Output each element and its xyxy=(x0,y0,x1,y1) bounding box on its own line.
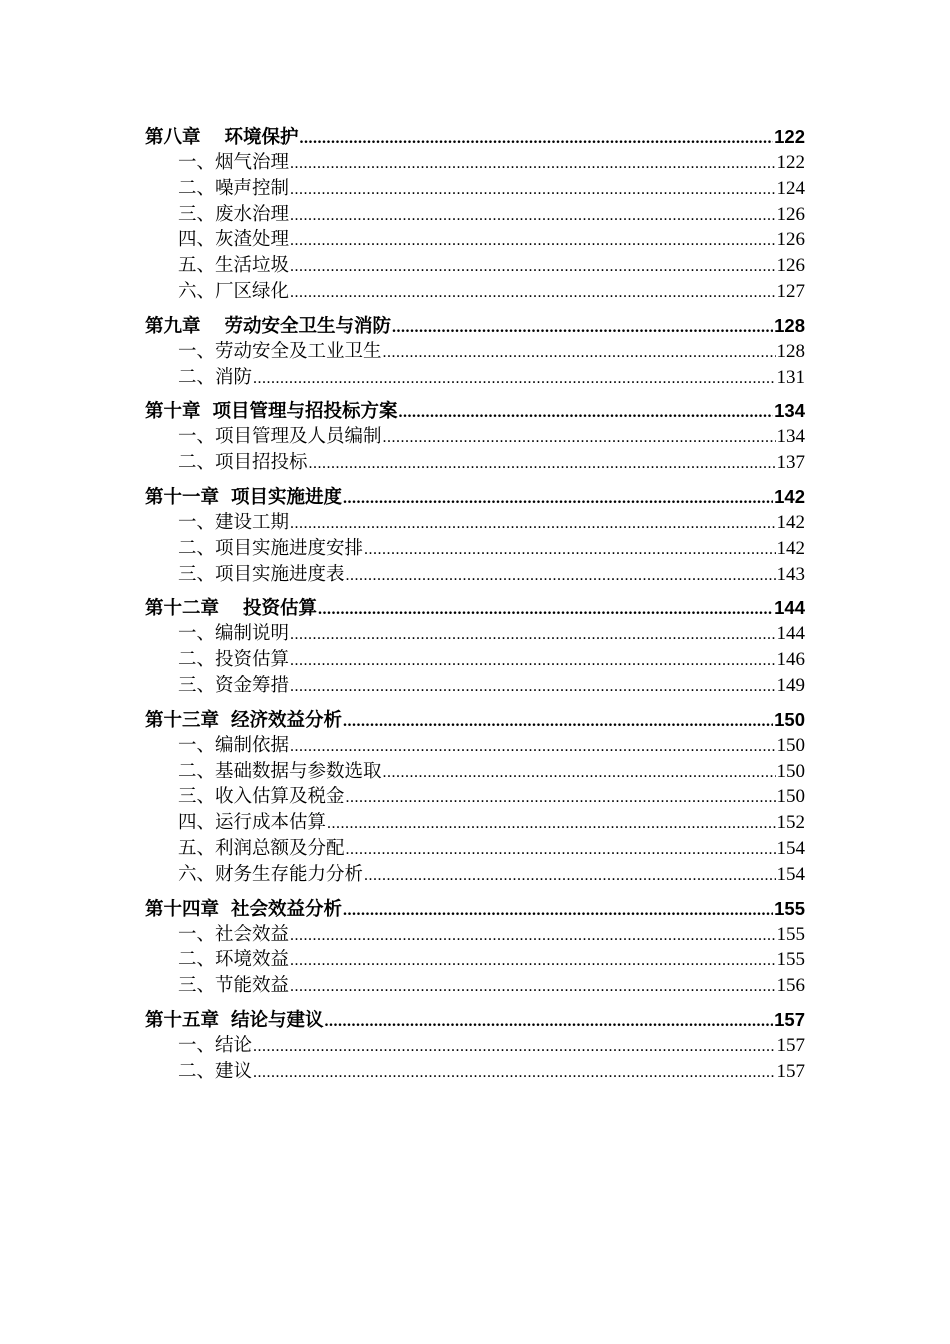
page-number: 150 xyxy=(776,760,805,782)
entry-label: 二、项目招投标 xyxy=(178,452,308,474)
entry-label: 一、劳动安全及工业卫生 xyxy=(178,340,382,362)
dot-leader xyxy=(253,367,775,392)
toc-chapter-13 xyxy=(145,707,805,889)
page-number: 150 xyxy=(776,786,805,808)
dot-leader xyxy=(364,538,775,563)
page-number: 154 xyxy=(776,837,805,859)
dot-leader xyxy=(290,675,775,700)
toc-entry[interactable] xyxy=(145,1034,805,1060)
toc-entry[interactable] xyxy=(145,948,805,974)
entry-label: 三、节能效益 xyxy=(178,975,290,997)
page-number: 131 xyxy=(776,366,805,388)
chapter-number: 第十三章 xyxy=(145,709,220,731)
page-number: 150 xyxy=(774,708,805,730)
page-number: 124 xyxy=(776,177,805,199)
dot-leader xyxy=(290,649,775,674)
dot-leader xyxy=(290,623,775,648)
toc-entry[interactable] xyxy=(145,674,805,700)
entry-label: 二、建议 xyxy=(178,1060,253,1082)
page-number: 126 xyxy=(776,203,805,225)
page-number: 155 xyxy=(776,923,805,945)
dot-leader xyxy=(346,564,776,589)
page-number: 155 xyxy=(776,949,805,971)
entry-label: 二、噪声控制 xyxy=(178,177,290,199)
toc-entry[interactable] xyxy=(145,837,805,863)
entry-label: 一、编制说明 xyxy=(178,623,290,645)
chapter-heading-text xyxy=(145,314,391,339)
entry-label: 二、基础数据与参数选取 xyxy=(178,760,382,782)
dot-leader xyxy=(290,229,775,254)
toc-entry[interactable] xyxy=(145,151,805,177)
entry-label: 一、项目管理及人员编制 xyxy=(178,426,382,448)
toc-chapter-12 xyxy=(145,595,805,699)
page-number: 137 xyxy=(776,452,805,474)
entry-label: 一、社会效益 xyxy=(178,923,290,945)
toc-entry[interactable] xyxy=(145,511,805,537)
page-number: 157 xyxy=(776,1060,805,1082)
chapter-heading-text xyxy=(145,485,342,510)
page-number: 126 xyxy=(776,229,805,251)
toc-entry[interactable] xyxy=(145,811,805,837)
toc-entry[interactable] xyxy=(145,648,805,674)
page-number: 144 xyxy=(776,623,805,645)
chapter-number: 第十一章 xyxy=(145,486,220,508)
entry-label: 一、建设工期 xyxy=(178,511,290,533)
entry-label: 二、项目实施进度安排 xyxy=(178,537,364,559)
toc-chapter-15 xyxy=(145,1007,805,1086)
chapter-heading-text xyxy=(145,596,317,621)
dot-leader xyxy=(309,452,776,477)
entry-label: 二、环境效益 xyxy=(178,949,290,971)
chapter-title: 劳动安全卫生与消防 xyxy=(224,315,392,337)
page-number: 149 xyxy=(776,674,805,696)
dot-leader xyxy=(290,512,775,537)
toc-chapter-heading[interactable] xyxy=(145,124,805,151)
page-number: 150 xyxy=(776,734,805,756)
page-number: 128 xyxy=(776,340,805,362)
dot-leader xyxy=(364,864,775,889)
toc-entry[interactable] xyxy=(145,785,805,811)
dot-leader xyxy=(346,786,776,811)
entry-label: 四、运行成本估算 xyxy=(178,812,327,834)
chapter-number: 第八章 xyxy=(145,127,201,148)
dot-leader xyxy=(327,812,775,837)
toc-chapter-heading[interactable] xyxy=(145,896,805,923)
entry-label: 三、资金筹措 xyxy=(178,674,290,696)
toc-entry[interactable] xyxy=(145,228,805,254)
dot-leader xyxy=(253,1061,775,1086)
toc-chapter-14 xyxy=(145,896,805,1000)
dot-leader xyxy=(290,949,775,974)
page-number: 146 xyxy=(776,649,805,671)
chapter-title: 项目实施进度 xyxy=(231,486,343,508)
page-number: 157 xyxy=(774,1008,805,1030)
dot-leader xyxy=(290,204,775,229)
toc-entry[interactable] xyxy=(145,340,805,366)
page-number: 122 xyxy=(774,126,805,147)
chapter-title: 社会效益分析 xyxy=(231,898,343,920)
table-of-contents xyxy=(145,124,805,1093)
toc-entry[interactable] xyxy=(145,537,805,563)
entry-label: 四、灰渣处理 xyxy=(178,229,290,251)
entry-label: 二、消防 xyxy=(178,366,253,388)
toc-entry[interactable] xyxy=(145,177,805,203)
toc-entry[interactable] xyxy=(145,280,805,306)
toc-chapter-11 xyxy=(145,484,805,588)
toc-entry[interactable] xyxy=(145,974,805,1000)
chapter-heading-text xyxy=(145,897,342,922)
toc-chapter-9 xyxy=(145,313,805,392)
toc-entry[interactable] xyxy=(145,254,805,280)
dot-leader xyxy=(343,898,773,923)
chapter-heading-text xyxy=(145,399,398,424)
toc-chapter-heading[interactable] xyxy=(145,595,805,622)
entry-label: 五、生活垃圾 xyxy=(178,255,290,277)
chapter-title: 项目管理与招投标方案 xyxy=(212,401,398,423)
toc-entry[interactable] xyxy=(145,563,805,589)
entry-label: 一、烟气治理 xyxy=(178,152,290,173)
toc-chapter-heading[interactable] xyxy=(145,1007,805,1034)
chapter-title: 环境保护 xyxy=(224,127,299,148)
page-number: 134 xyxy=(774,400,805,422)
page-number: 155 xyxy=(774,897,805,919)
page-number: 154 xyxy=(776,863,805,885)
dot-leader xyxy=(392,315,773,340)
page-number: 142 xyxy=(776,511,805,533)
dot-leader xyxy=(290,735,775,760)
dot-leader xyxy=(300,126,774,151)
toc-chapter-10 xyxy=(145,398,805,477)
entry-label: 五、利润总额及分配 xyxy=(178,837,345,859)
chapter-number: 第九章 xyxy=(145,315,201,337)
toc-entry[interactable] xyxy=(145,203,805,229)
page-number: 126 xyxy=(776,255,805,277)
toc-entry[interactable] xyxy=(145,451,805,477)
entry-label: 三、收入估算及税金 xyxy=(178,786,345,808)
toc-entry[interactable] xyxy=(145,1060,805,1086)
dot-leader xyxy=(318,597,773,622)
page-number: 144 xyxy=(774,597,805,619)
chapter-title: 投资估算 xyxy=(243,598,318,620)
toc-entry[interactable] xyxy=(145,366,805,392)
entry-label: 一、编制依据 xyxy=(178,734,290,756)
entry-label: 三、废水治理 xyxy=(178,203,290,225)
page-number: 127 xyxy=(776,280,805,302)
entry-label: 二、投资估算 xyxy=(178,649,290,671)
chapter-title: 经济效益分析 xyxy=(231,709,343,731)
page-number: 156 xyxy=(776,975,805,997)
chapter-number: 第十四章 xyxy=(145,898,220,920)
page-number: 134 xyxy=(776,426,805,448)
toc-entry[interactable] xyxy=(145,863,805,889)
dot-leader xyxy=(290,281,775,306)
chapter-heading-text xyxy=(145,1008,324,1033)
dot-leader xyxy=(399,400,774,425)
entry-label: 六、厂区绿化 xyxy=(178,280,290,302)
chapter-number: 第十五章 xyxy=(145,1009,220,1031)
dot-leader xyxy=(290,178,775,203)
toc-chapter-heading[interactable] xyxy=(145,484,805,511)
dot-leader xyxy=(290,152,775,177)
toc-chapter-8 xyxy=(145,124,805,306)
entry-label: 一、结论 xyxy=(178,1034,253,1056)
page-number: 128 xyxy=(774,314,805,336)
entry-label: 三、项目实施进度表 xyxy=(178,563,345,585)
dot-leader xyxy=(383,761,776,786)
page-number: 152 xyxy=(776,812,805,834)
chapter-number: 第十二章 xyxy=(145,598,220,620)
chapter-title: 结论与建议 xyxy=(231,1009,324,1031)
chapter-heading-text xyxy=(145,125,299,150)
toc-entry[interactable] xyxy=(145,425,805,451)
entry-label: 六、财务生存能力分析 xyxy=(178,863,364,885)
toc-chapter-heading[interactable] xyxy=(145,707,805,734)
page-number: 142 xyxy=(776,537,805,559)
chapter-heading-text xyxy=(145,708,342,733)
toc-entry[interactable] xyxy=(145,760,805,786)
dot-leader xyxy=(343,709,773,734)
chapter-number: 第十章 xyxy=(145,401,201,423)
dot-leader xyxy=(325,1009,774,1034)
page-number: 122 xyxy=(776,152,805,173)
dot-leader xyxy=(343,486,773,511)
dot-leader xyxy=(290,255,775,280)
page-number: 142 xyxy=(774,485,805,507)
dot-leader xyxy=(253,1035,775,1060)
dot-leader xyxy=(383,426,776,451)
toc-chapter-heading[interactable] xyxy=(145,398,805,425)
toc-entry[interactable] xyxy=(145,734,805,760)
toc-entry[interactable] xyxy=(145,923,805,949)
toc-entry[interactable] xyxy=(145,622,805,648)
toc-chapter-heading[interactable] xyxy=(145,313,805,340)
page-number: 157 xyxy=(776,1034,805,1056)
dot-leader xyxy=(290,975,775,1000)
dot-leader xyxy=(383,341,776,366)
page-number: 143 xyxy=(776,563,805,585)
dot-leader xyxy=(346,838,776,863)
dot-leader xyxy=(290,924,775,949)
